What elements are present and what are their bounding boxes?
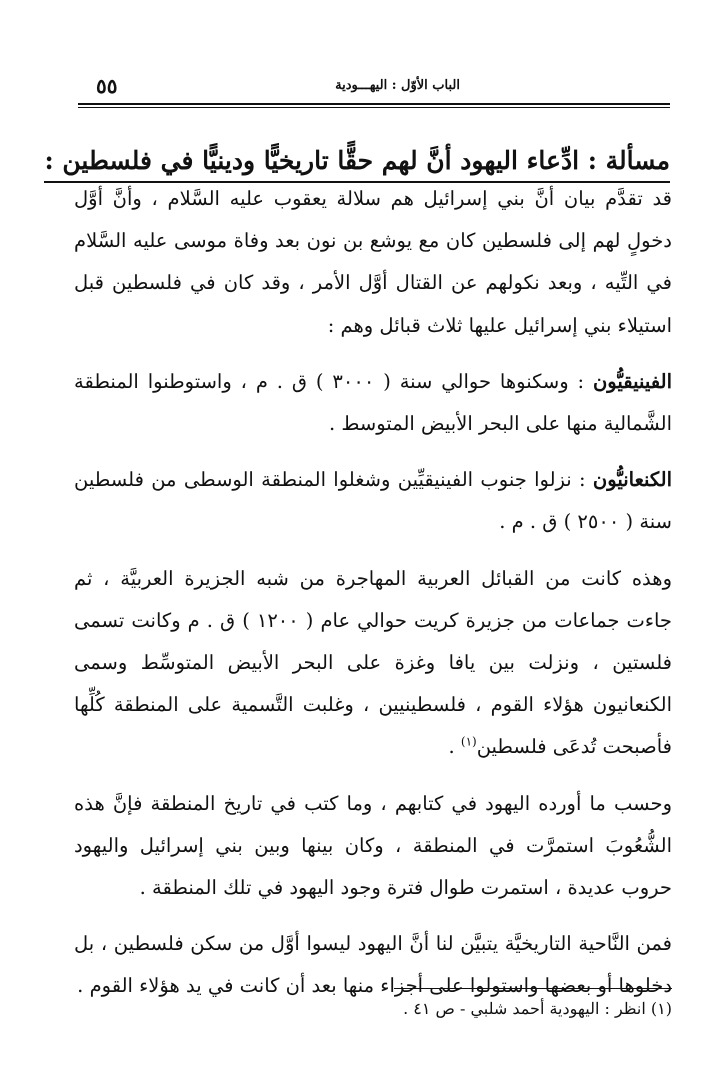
phoenicians-text: : وسكنوها حوالي سنة ( ٣٠٠٠ ) ق . م ، واستوطنوا المنطقة الشَّمالية منها على البحر الأبيض المتوسط . <box>74 369 672 436</box>
paragraph-gap <box>74 544 672 558</box>
footnote-reference[interactable]: (١) <box>460 734 477 749</box>
body-text <box>74 178 672 1008</box>
page-number: ٥٥ <box>96 74 118 98</box>
header-rule-thin <box>78 107 670 108</box>
paragraph-canaanites <box>74 459 672 543</box>
paragraph-according: وحسب ما أورده اليهود في كتابهم ، وما كتب في تاريخ المنطقة فإنَّ هذه الشُّعُوبَ استمرَّت في المنطقة ، وكان بينها وبين بني إسرائيل واليهود حروب عديدة ، استمرت طوال فترة وجود اليهود في تلك المنطقة . <box>74 791 672 900</box>
arab-tribes-text: وهذه كانت من القبائل العربية المهاجرة من شبه الجزيرة العربيَّة ، ثم جاءت جماعات من جزيرة كريت حوالي عام ( ١٢٠٠ ) ق . م وكانت تسمى فلستين ، ونزلت بين يافا وغزة على البحر الأبيض المتوسِّط وسمى الكنعانيون هؤلاء القوم ، فلسطينيين ، وغلبت التَّسمية على المنطقة كُلِّها فأصبحت تُدعَى فلسطين <box>74 566 672 759</box>
running-header: الباب الأوّل : اليهـــودية <box>335 78 460 93</box>
header-rule <box>78 103 670 105</box>
paragraph-gap <box>74 347 672 361</box>
arab-tribes-tail: . <box>448 735 461 759</box>
paragraph-intro: قد تقدَّم بيان أنَّ بني إسرائيل هم سلالة يعقوب عليه السَّلام ، وأنَّ أوَّل دخولٍ لهم إلى فلسطين كان مع يوشع بن نون بعد وفاة موسى عليه السَّلام في التِّيه ، وبعد نكولهم عن القتال أوَّل الأمر ، وقد كان في فلسطين قبل استيلاء بني إسرائيل عليها ثلاث قبائل وهم : <box>74 187 673 337</box>
canaanites-text: : نزلوا جنوب الفينيقيِّين وشغلوا المنطقة الوسطى من فلسطين سنة ( ٢٥٠٠ ) ق . م . <box>74 468 672 534</box>
paragraph-gap <box>74 445 672 459</box>
term-phoenicians: الفينيقيُّون <box>592 369 672 393</box>
paragraph-phoenicians <box>74 361 672 445</box>
paragraph-gap <box>74 909 672 923</box>
section-heading: مسألة : ادِّعاء اليهود أنَّ لهم حقًّا تاريخيًّا ودينيًّا في فلسطين : <box>44 146 670 183</box>
paragraph-arab-tribes <box>74 558 672 769</box>
paragraph-historical: فمن النَّاحية التاريخيَّة يتبيَّن لنا أنَّ اليهود ليسوا أوَّل من سكن فلسطين ، بل دخلوها أو بعضها واستولوا على أجزاء منها بعد أن كانت في يد هؤلاء القوم . <box>74 932 672 998</box>
footnote: (١) انظر : اليهودية أحمد شلبي - ص ٤١ . <box>403 999 672 1018</box>
paragraph-gap <box>74 769 672 783</box>
term-canaanites: الكنعانيُّون <box>592 468 672 492</box>
footnote-rule <box>394 988 672 989</box>
